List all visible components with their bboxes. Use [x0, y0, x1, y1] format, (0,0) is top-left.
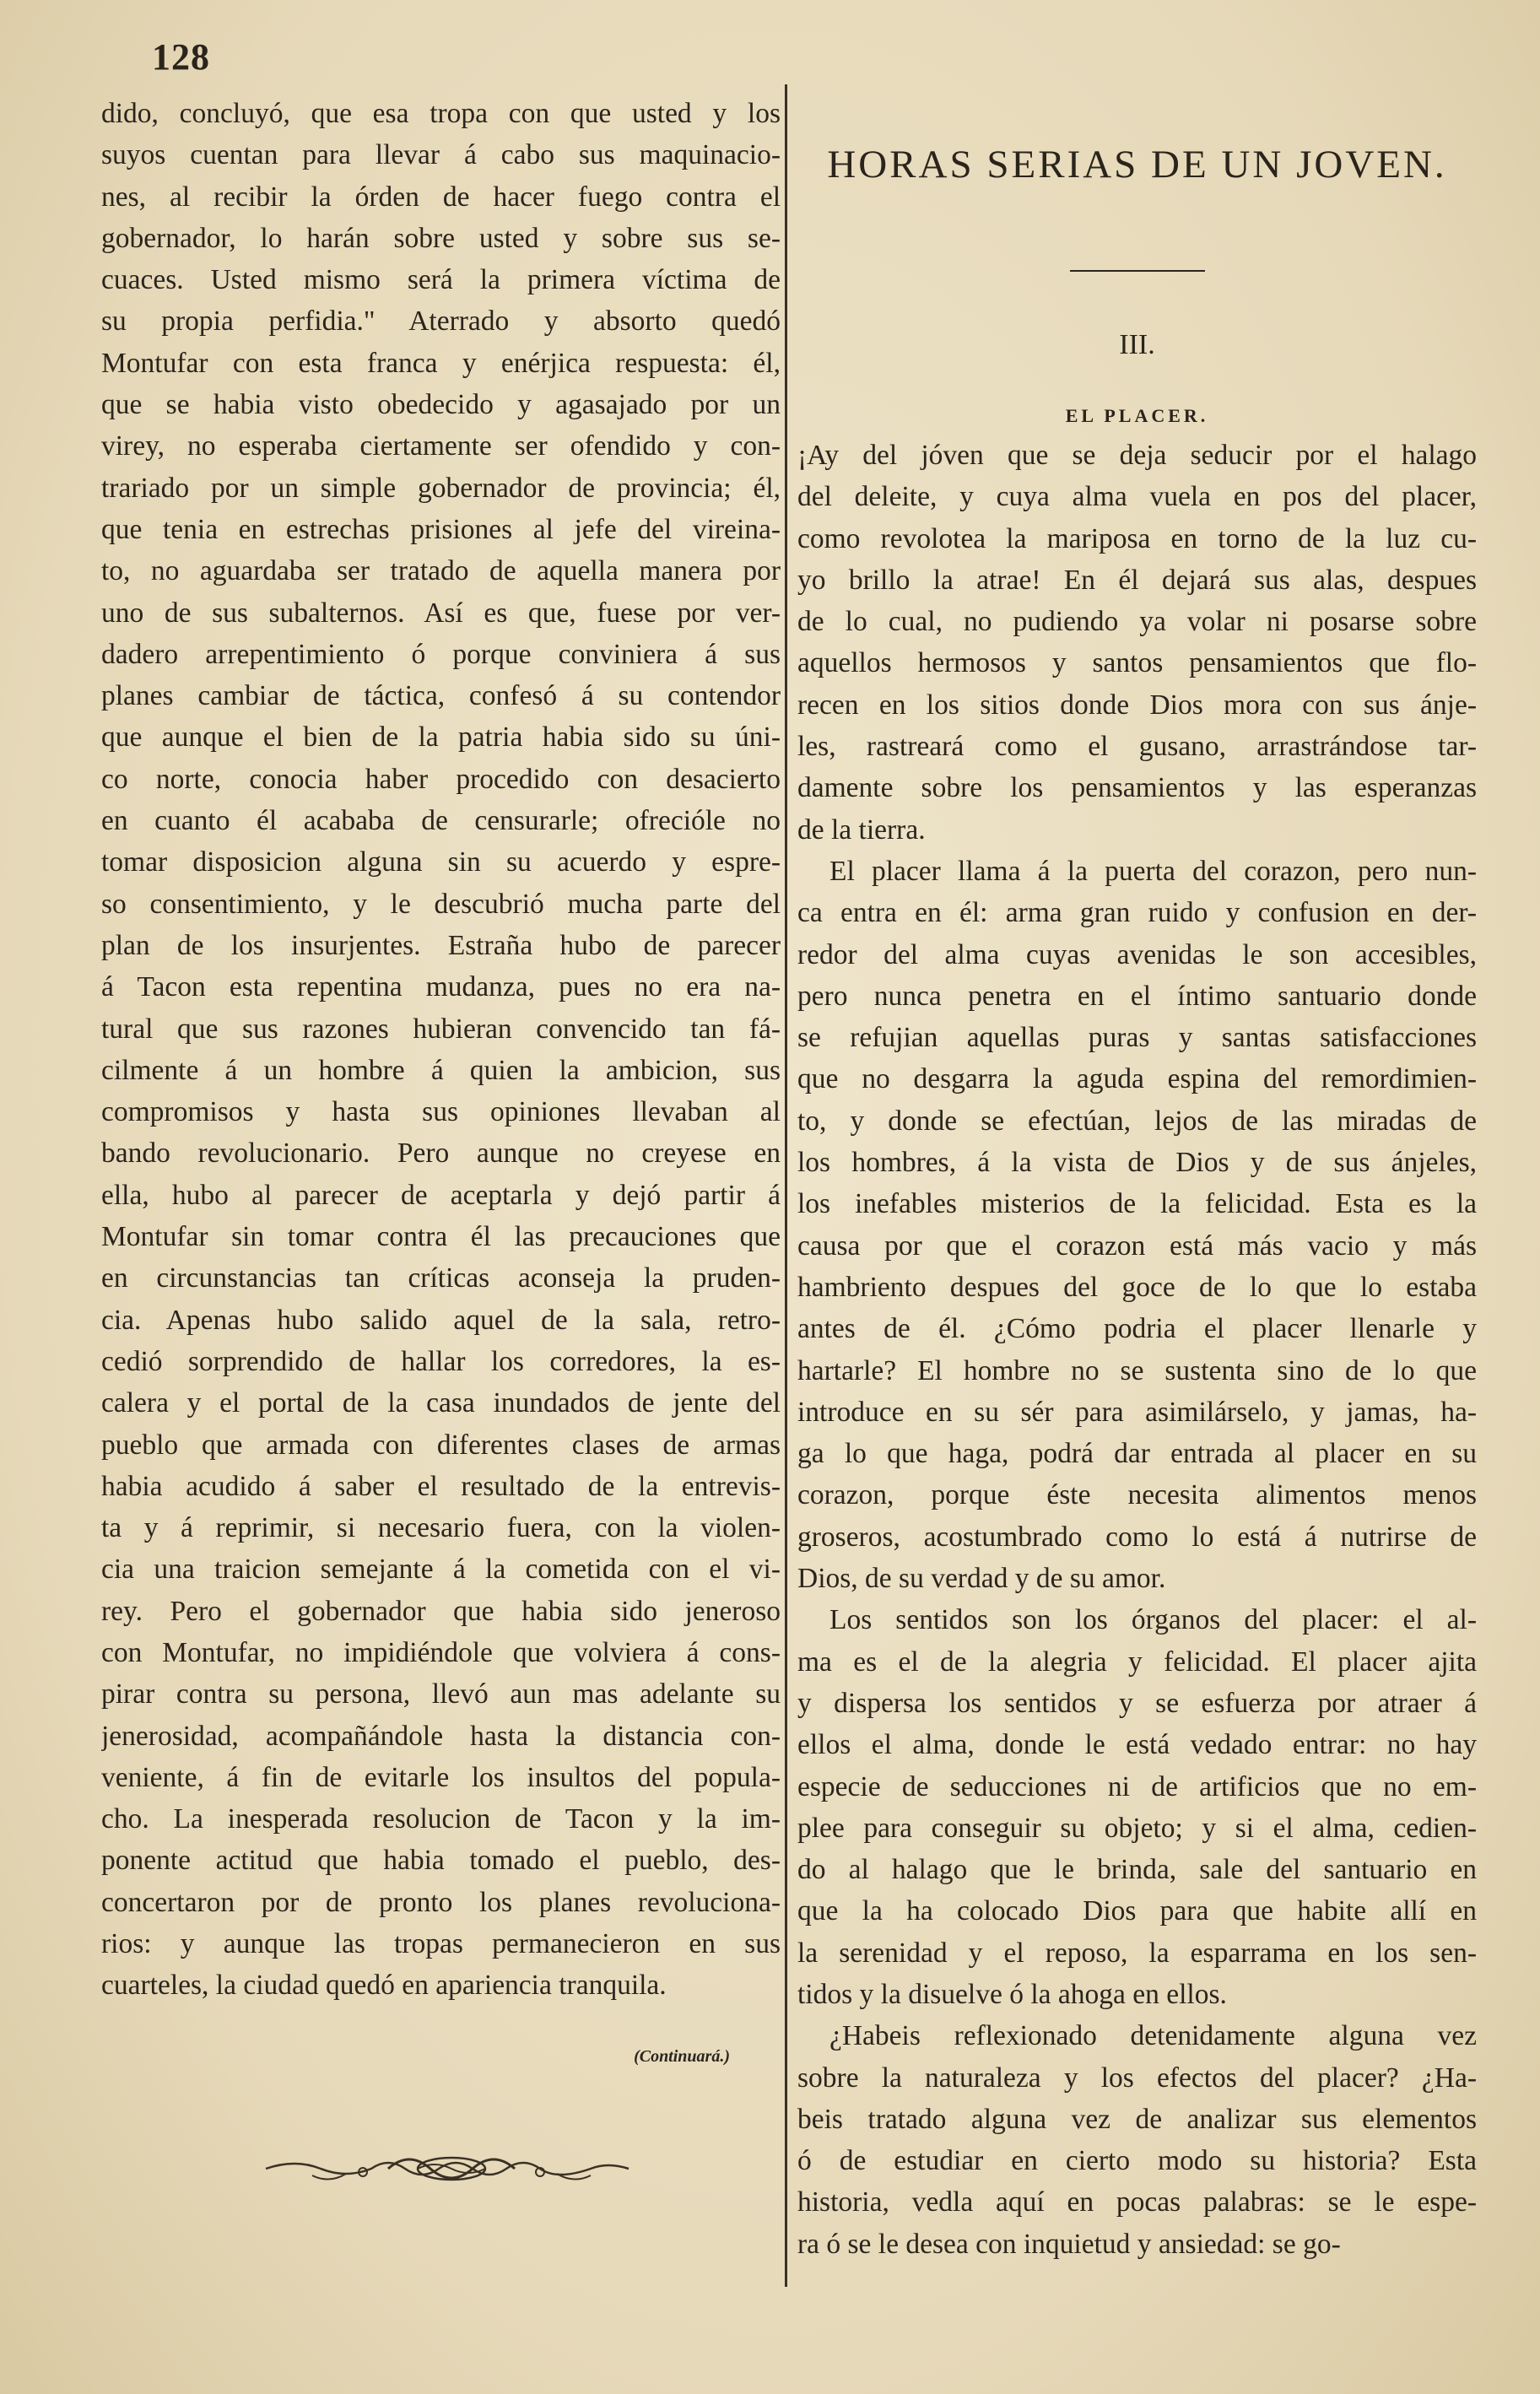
left-column [101, 93, 781, 2007]
text-line: ¿Habeis reflexionado detenidamente alguna vez [829, 2020, 1477, 2052]
text-line: compromisos y hasta sus opiniones llevaban al [101, 1096, 781, 1128]
text-line: trariado por un simple gobernador de provincia; él, [101, 472, 781, 504]
text-line: Montufar sin tomar contra él las precauciones que [101, 1221, 781, 1253]
title-rule [1070, 270, 1205, 272]
paragraph [797, 851, 1477, 1599]
text-line: ¡Ay del jóven que se deja seducir por el halago [797, 440, 1477, 471]
text-line: habia acudido á saber el resultado de la entrevis- [101, 1470, 781, 1502]
text-line: dadero arrepentimiento ó porque conviniera á sus [101, 638, 781, 670]
page-number: 128 [152, 36, 210, 78]
text-line: Montufar con esta franca y enérjica respuesta: él, [101, 347, 781, 379]
text-line: plan de los insurjentes. Estraña hubo de parecer [101, 929, 781, 961]
text-line: cia. Apenas hubo salido aquel de la sala, retro- [101, 1304, 781, 1336]
text-line: damente sobre los pensamientos y las esperanzas [797, 772, 1477, 804]
text-line: planes cambiar de táctica, confesó á su contendor [101, 680, 781, 712]
text-line: do al halago que le brinda, sale del santuario en [797, 1854, 1477, 1886]
text-line: la serenidad y el reposo, la esparrama en los sen- [797, 1937, 1477, 1969]
text-line: pirar contra su persona, llevó aun mas adelante su [101, 1678, 781, 1710]
text-line: cia una traicion semejante á la cometida con el vi- [101, 1554, 781, 1586]
text-line: cedió sorprendido de hallar los corredores, la es- [101, 1345, 781, 1377]
text-line: yo brillo la atrae! En él dejará sus alas, despues [797, 564, 1477, 596]
text-line: aquellos hermosos y santos pensamientos que flo- [797, 647, 1477, 679]
text-line: El placer llama á la puerta del corazon, pero nun- [829, 855, 1477, 887]
paragraph [797, 1599, 1477, 2015]
text-line: les, rastreará como el gusano, arrastrándose tar- [797, 731, 1477, 763]
text-line: que se habia visto obedecido y agasajado por un [101, 389, 781, 421]
text-line: cuaces. Usted mismo será la primera víctima de [101, 264, 781, 296]
section-title: HORAS SERIAS DE UN JOVEN. [827, 143, 1447, 186]
text-line: ellos el alma, donde le está vedado entrar: no hay [797, 1729, 1477, 1761]
text-line: Los sentidos son los órganos del placer: el al- [829, 1604, 1477, 1636]
text-line: Dios, de su verdad y de su amor. [797, 1563, 1166, 1595]
text-line: ó de estudiar en cierto modo su historia? Esta [797, 2145, 1477, 2177]
text-line: uno de sus subalternos. Así es que, fuese por ver- [101, 597, 781, 629]
continued-note: (Continuará.) [634, 2047, 730, 2066]
text-line: tomar disposicion alguna sin su acuerdo y espre- [101, 846, 781, 878]
text-line: ga lo que haga, podrá dar entrada al placer en su [797, 1438, 1477, 1470]
text-line: jenerosidad, acompañándole hasta la distancia con- [101, 1720, 781, 1752]
text-line: veniente, á fin de evitarle los insultos del popula- [101, 1761, 781, 1793]
text-line: corazon, porque éste necesita alimentos menos [797, 1479, 1477, 1511]
column-divider [785, 84, 787, 2287]
text-line: gobernador, lo harán sobre usted y sobre sus se- [101, 222, 781, 254]
text-line: tidos y la disuelve ó la ahoga en ellos. [797, 1978, 1227, 2010]
text-line: ponente actitud que habia tomado el pueblo, des- [101, 1845, 781, 1877]
paragraph [797, 2015, 1477, 2265]
text-line: cho. La inesperada resolucion de Tacon y la im- [101, 1803, 781, 1835]
text-line: ca entra en él: arma gran ruido y confusion en der- [797, 897, 1477, 929]
text-line: con Montufar, no impidiéndole que volviera á cons- [101, 1636, 781, 1668]
ornament-flourish [262, 2143, 633, 2194]
text-line: suyos cuentan para llevar á cabo sus maquinacio- [101, 139, 781, 171]
text-line: causa por que el corazon está más vacio y más [797, 1229, 1477, 1262]
text-line: á Tacon esta repentina mudanza, pues no era na- [101, 971, 781, 1003]
text-line: tural que sus razones hubieran convencido tan fá- [101, 1013, 781, 1045]
text-line: calera y el portal de la casa inundados de jente del [101, 1387, 781, 1419]
text-line: historia, vedla aquí en pocas palabras: se le espe- [797, 2186, 1477, 2218]
text-line: sobre la naturaleza y los efectos del placer? ¿Ha- [797, 2062, 1477, 2094]
text-line: dido, concluyó, que esa tropa con que usted y los [101, 98, 781, 129]
text-line: como revolotea la mariposa en torno de la luz cu- [797, 522, 1477, 554]
text-line: especie de seducciones ni de artificios que no em- [797, 1770, 1477, 1802]
text-line: virey, no esperaba ciertamente ser ofendido y con- [101, 430, 781, 462]
text-line: recen en los sitios donde Dios mora con sus ánje- [797, 689, 1477, 721]
text-line: hambriento despues del goce de lo que lo estaba [797, 1271, 1477, 1303]
text-line: hartarle? El hombre no se sustenta sino de lo que [797, 1354, 1477, 1386]
text-line: y dispersa los sentidos y se esfuerza por atraer á [797, 1687, 1477, 1719]
text-line: to, y donde se efectúan, lejos de las miradas de [797, 1105, 1477, 1137]
text-line: cilmente á un hombre á quien la ambicion, sus [101, 1054, 781, 1086]
text-line: su propia perfidia." Aterrado y absorto quedó [101, 305, 781, 338]
section-header [797, 142, 1477, 427]
text-line: redor del alma cuyas avenidas le son accesibles, [797, 938, 1477, 970]
chapter-number: III. [1119, 329, 1155, 360]
text-line: en cuanto él acababa de censurarle; ofrecióle no [101, 805, 781, 837]
text-line: co norte, conocia haber procedido con desacierto [101, 763, 781, 795]
text-line: del deleite, y cuya alma vuela en pos del placer, [797, 481, 1477, 513]
right-column [797, 435, 1477, 2265]
text-line: que aunque el bien de la patria habia sido su úni- [101, 721, 781, 754]
text-line: en circunstancias tan críticas aconseja la pruden- [101, 1262, 781, 1294]
text-line: groseros, acostumbrado como lo está á nutrirse de [797, 1521, 1477, 1553]
text-line: nes, al recibir la órden de hacer fuego contra el [101, 181, 781, 213]
text-line: antes de él. ¿Cómo podria el placer llenarle y [797, 1313, 1477, 1345]
text-line: ta y á reprimir, si necesario fuera, con la violen- [101, 1512, 781, 1544]
text-line: rey. Pero el gobernador que habia sido jeneroso [101, 1595, 781, 1627]
text-line: concertaron por de pronto los planes revoluciona- [101, 1886, 781, 1918]
text-line: los inefables misterios de la felicidad. Esta es la [797, 1188, 1477, 1220]
text-line: introduce en su sér para asimilárselo, y jamas, ha- [797, 1396, 1477, 1428]
text-line: to, no aguardaba ser tratado de aquella manera por [101, 555, 781, 587]
text-line: bando revolucionario. Pero aunque no creyese en [101, 1138, 781, 1170]
text-line: de la tierra. [797, 813, 926, 846]
text-line: los hombres, á la vista de Dios y de sus ánjeles, [797, 1147, 1477, 1179]
text-line: que no desgarra la aguda espina del remordimien- [797, 1063, 1477, 1095]
text-line: que la ha colocado Dios para que habite allí en [797, 1895, 1477, 1927]
text-line: se refujian aquellas puras y santas satisfacciones [797, 1022, 1477, 1054]
text-line: ra ó se le desea con inquietud y ansiedad: se go- [797, 2228, 1341, 2260]
text-line: plee para conseguir su objeto; y si el alma, cedien- [797, 1812, 1477, 1844]
text-line: que tenia en estrechas prisiones al jefe del vireina- [101, 513, 781, 545]
text-line: pueblo que armada con diferentes clases de armas [101, 1429, 781, 1461]
text-line: cuarteles, la ciudad quedó en apariencia tranquila. [101, 1970, 667, 2002]
paragraph [797, 435, 1477, 851]
text-line: beis tratado alguna vez de analizar sus elementos [797, 2103, 1477, 2135]
text-line: de lo cual, no pudiendo ya volar ni posarse sobre [797, 606, 1477, 638]
text-line: pero nunca penetra en el íntimo santuario donde [797, 980, 1477, 1012]
text-line: ma es el de la alegria y felicidad. El placer ajita [797, 1646, 1477, 1678]
chapter-subtitle: EL PLACER. [1065, 405, 1209, 426]
text-line: so consentimiento, y le descubrió mucha parte del [101, 888, 781, 920]
text-line: ella, hubo al parecer de aceptarla y dejó partir á [101, 1179, 781, 1211]
text-line: rios: y aunque las tropas permanecieron en sus [101, 1928, 781, 1960]
